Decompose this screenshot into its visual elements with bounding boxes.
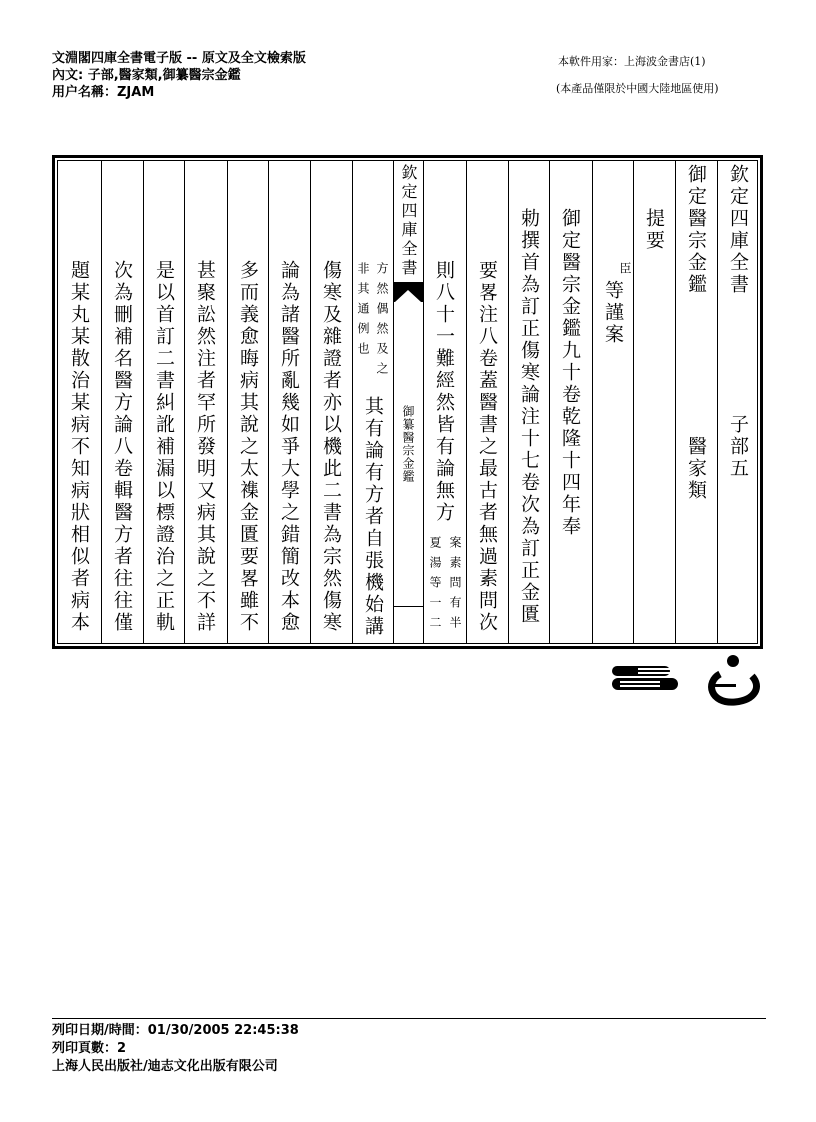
tiyao-heading: 提要 [643, 208, 665, 252]
text-column: 是以首訂二書糾訛補漏以標證治之正軌 [153, 260, 175, 634]
collection-title: 欽定四庫全書 [727, 164, 749, 296]
book-title: 御定醫宗金鑑 [685, 164, 707, 296]
header-user: 用户名稱：ZJAM [52, 85, 155, 100]
header-content-path: 內文: 子部,醫家類,御纂醫宗金鑑 [52, 68, 241, 83]
header-licensee: 本軟件用家：上海波金書店(1) [558, 55, 706, 68]
text-column: 要畧注八卷蓋醫書之最古者無過素問次 [476, 260, 498, 634]
text-column: 題某丸某散治某病不知病狀相似者病本 [68, 260, 90, 634]
header-title: 文淵閣四庫全書電子版 -- 原文及全文檢索版 [52, 51, 306, 66]
text-column: 其有論有方者自張機始講 [362, 396, 384, 638]
publisher-credit: 上海人民出版社/迪志文化出版有限公司 [52, 1059, 278, 1074]
print-page-count: 列印頁數：2 [52, 1041, 127, 1056]
dengjinan-text: 等謹案 [602, 280, 624, 346]
annotation-column: 夏湯等一二 [428, 536, 442, 636]
header-restriction: (本產品僅限於中國大陸地區使用) [556, 82, 719, 95]
annotation-column: 非其通例也 [356, 262, 370, 362]
books-logo-icon [610, 662, 680, 698]
center-strip-title: 欽定四庫全書 [399, 164, 418, 278]
publisher-seal-logo-icon [700, 652, 766, 708]
chen-mark: 臣 [618, 262, 632, 274]
section-label: 子部五 [727, 414, 749, 480]
column-divider [592, 160, 593, 644]
text-column: 則八十一難經然皆有論無方 [433, 260, 455, 524]
text-column: 多而義愈晦病其說之太襍金匱要畧雖不 [237, 260, 259, 634]
text-column: 傷寒及雜證者亦以機此二書為宗然傷寒 [320, 260, 342, 634]
text-column: 勅撰首為訂正傷寒論注十七卷次為訂正金匱 [518, 208, 540, 626]
footer-divider [52, 1018, 766, 1019]
fishtail-mark-icon [393, 282, 423, 302]
annotation-column: 方然偶然及之 [375, 262, 389, 382]
print-timestamp: 列印日期/時間：01/30/2005 22:45:38 [52, 1023, 299, 1038]
annotation-column: 案素問有半 [448, 536, 462, 636]
center-strip-book: 御纂醫宗金鑑 [401, 405, 415, 483]
text-column: 論為諸醫所亂幾如爭大學之錯簡改本愈 [278, 260, 300, 634]
text-column: 次為刪補名醫方論八卷輯醫方者往往僅 [111, 260, 133, 634]
text-column: 甚聚訟然注者罕所發明又病其說之不詳 [194, 260, 216, 634]
strip-divider [393, 606, 423, 607]
category-label: 醫家類 [685, 436, 707, 502]
text-column: 御定醫宗金鑑九十卷乾隆十四年奉 [559, 208, 581, 538]
